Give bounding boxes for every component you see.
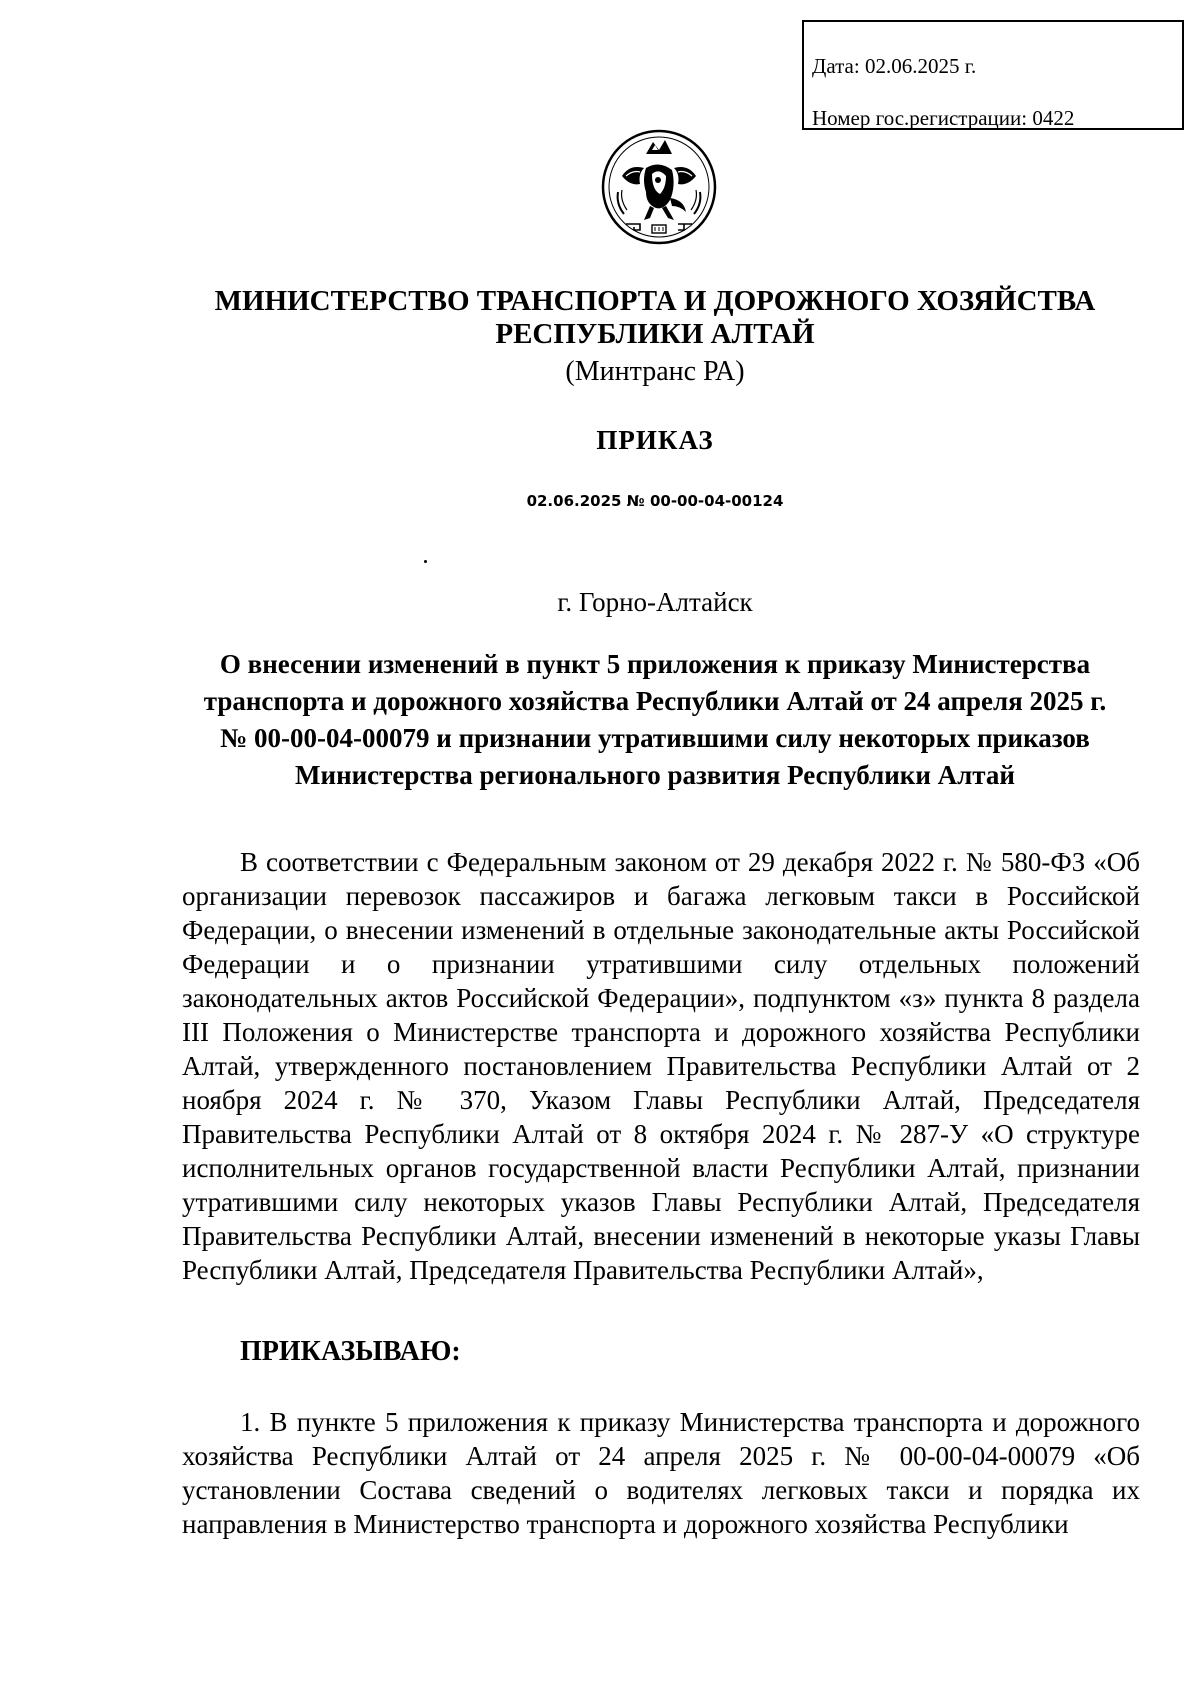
- registration-number: [812, 92, 1182, 144]
- document-type-title: ПРИКАЗ: [596, 425, 714, 455]
- subject-line-4: Министерства регионального развития Республики Алтай: [295, 760, 1015, 790]
- ordering-word: ПРИКАЗЫВАЮ:: [240, 1336, 461, 1367]
- ministry-title-line-1: МИНИСТЕРСТВО ТРАНСПОРТА И ДОРОЖНОГО ХОЗЯЙСТВА: [214, 285, 1096, 317]
- ministry-title: [150, 285, 1160, 351]
- registration-date: [812, 40, 1182, 92]
- preamble-paragraph: В соответствии с Федеральным законом от 29 декабря 2022 г. № 580-ФЗ «Об организации перевозок пассажиров и багажа легковым такси в Российской Федерации, о внесении изменений в отдельные законодательные акты Российской Федерации и о признании утратившими силу отдельных положений законодательных актов Российской Федерации», подпунктом «з» пункта 8 раздела III Положения о Министерстве транспорта и дорожного хозяйства Республики Алтай, утвержденного постановлением Правительства Республики Алтай от 2 ноября 2024 г. № 370, Указом Главы Республики Алтай, Председателя Правительства Республики Алтай от 8 октября 2024 г. № 287-У «О структуре исполнительных органов государственной власти Республики Алтай, признании утратившими силу некоторых указов Главы Республики Алтай, Председателя Правительства Республики Алтай, внесении изменений в некоторые указы Главы Республики Алтай, Председателя Правительства Республики Алтай»,: [182, 847, 1140, 1285]
- registration-stamp: [802, 20, 1184, 130]
- order-item-1: 1. В пункте 5 приложения к приказу Министерства транспорта и дорожного хозяйства Республики Алтай от 24 апреля 2025 г. № 00-00-04-00079 «Об установлении Состава сведений о водителях легковых такси и порядка их направления в Министерство транспорта и дорожного хозяйства Республики: [182, 1407, 1140, 1539]
- subject-line-2: транспорта и дорожного хозяйства Республики Алтай от 24 апреля 2025 г.: [203, 686, 1107, 716]
- order-date-number: 02.06.2025 № 00-00-04-00124: [526, 492, 784, 510]
- ministry-title-line-2: РЕСПУБЛИКИ АЛТАЙ: [495, 318, 815, 350]
- ministry-short-name: (Минтранс РА): [565, 356, 745, 387]
- coat-of-arms-icon: [600, 128, 718, 246]
- order-subject: [150, 646, 1160, 794]
- registration-date-label: Дата:: [812, 54, 860, 78]
- city-name: г. Горно-Алтайск: [557, 587, 753, 617]
- registration-number-label: Номер гос.регистрации:: [812, 106, 1028, 130]
- subject-line-1: О внесении изменений в пункт 5 приложения к приказу Министерства: [219, 649, 1091, 679]
- scan-dot: [424, 560, 427, 563]
- registration-date-value: 02.06.2025 г.: [864, 54, 977, 78]
- registration-number-value: 0422: [1032, 106, 1075, 130]
- subject-line-3: № 00-00-04-00079 и признании утратившими силу некоторых приказов: [220, 723, 1090, 753]
